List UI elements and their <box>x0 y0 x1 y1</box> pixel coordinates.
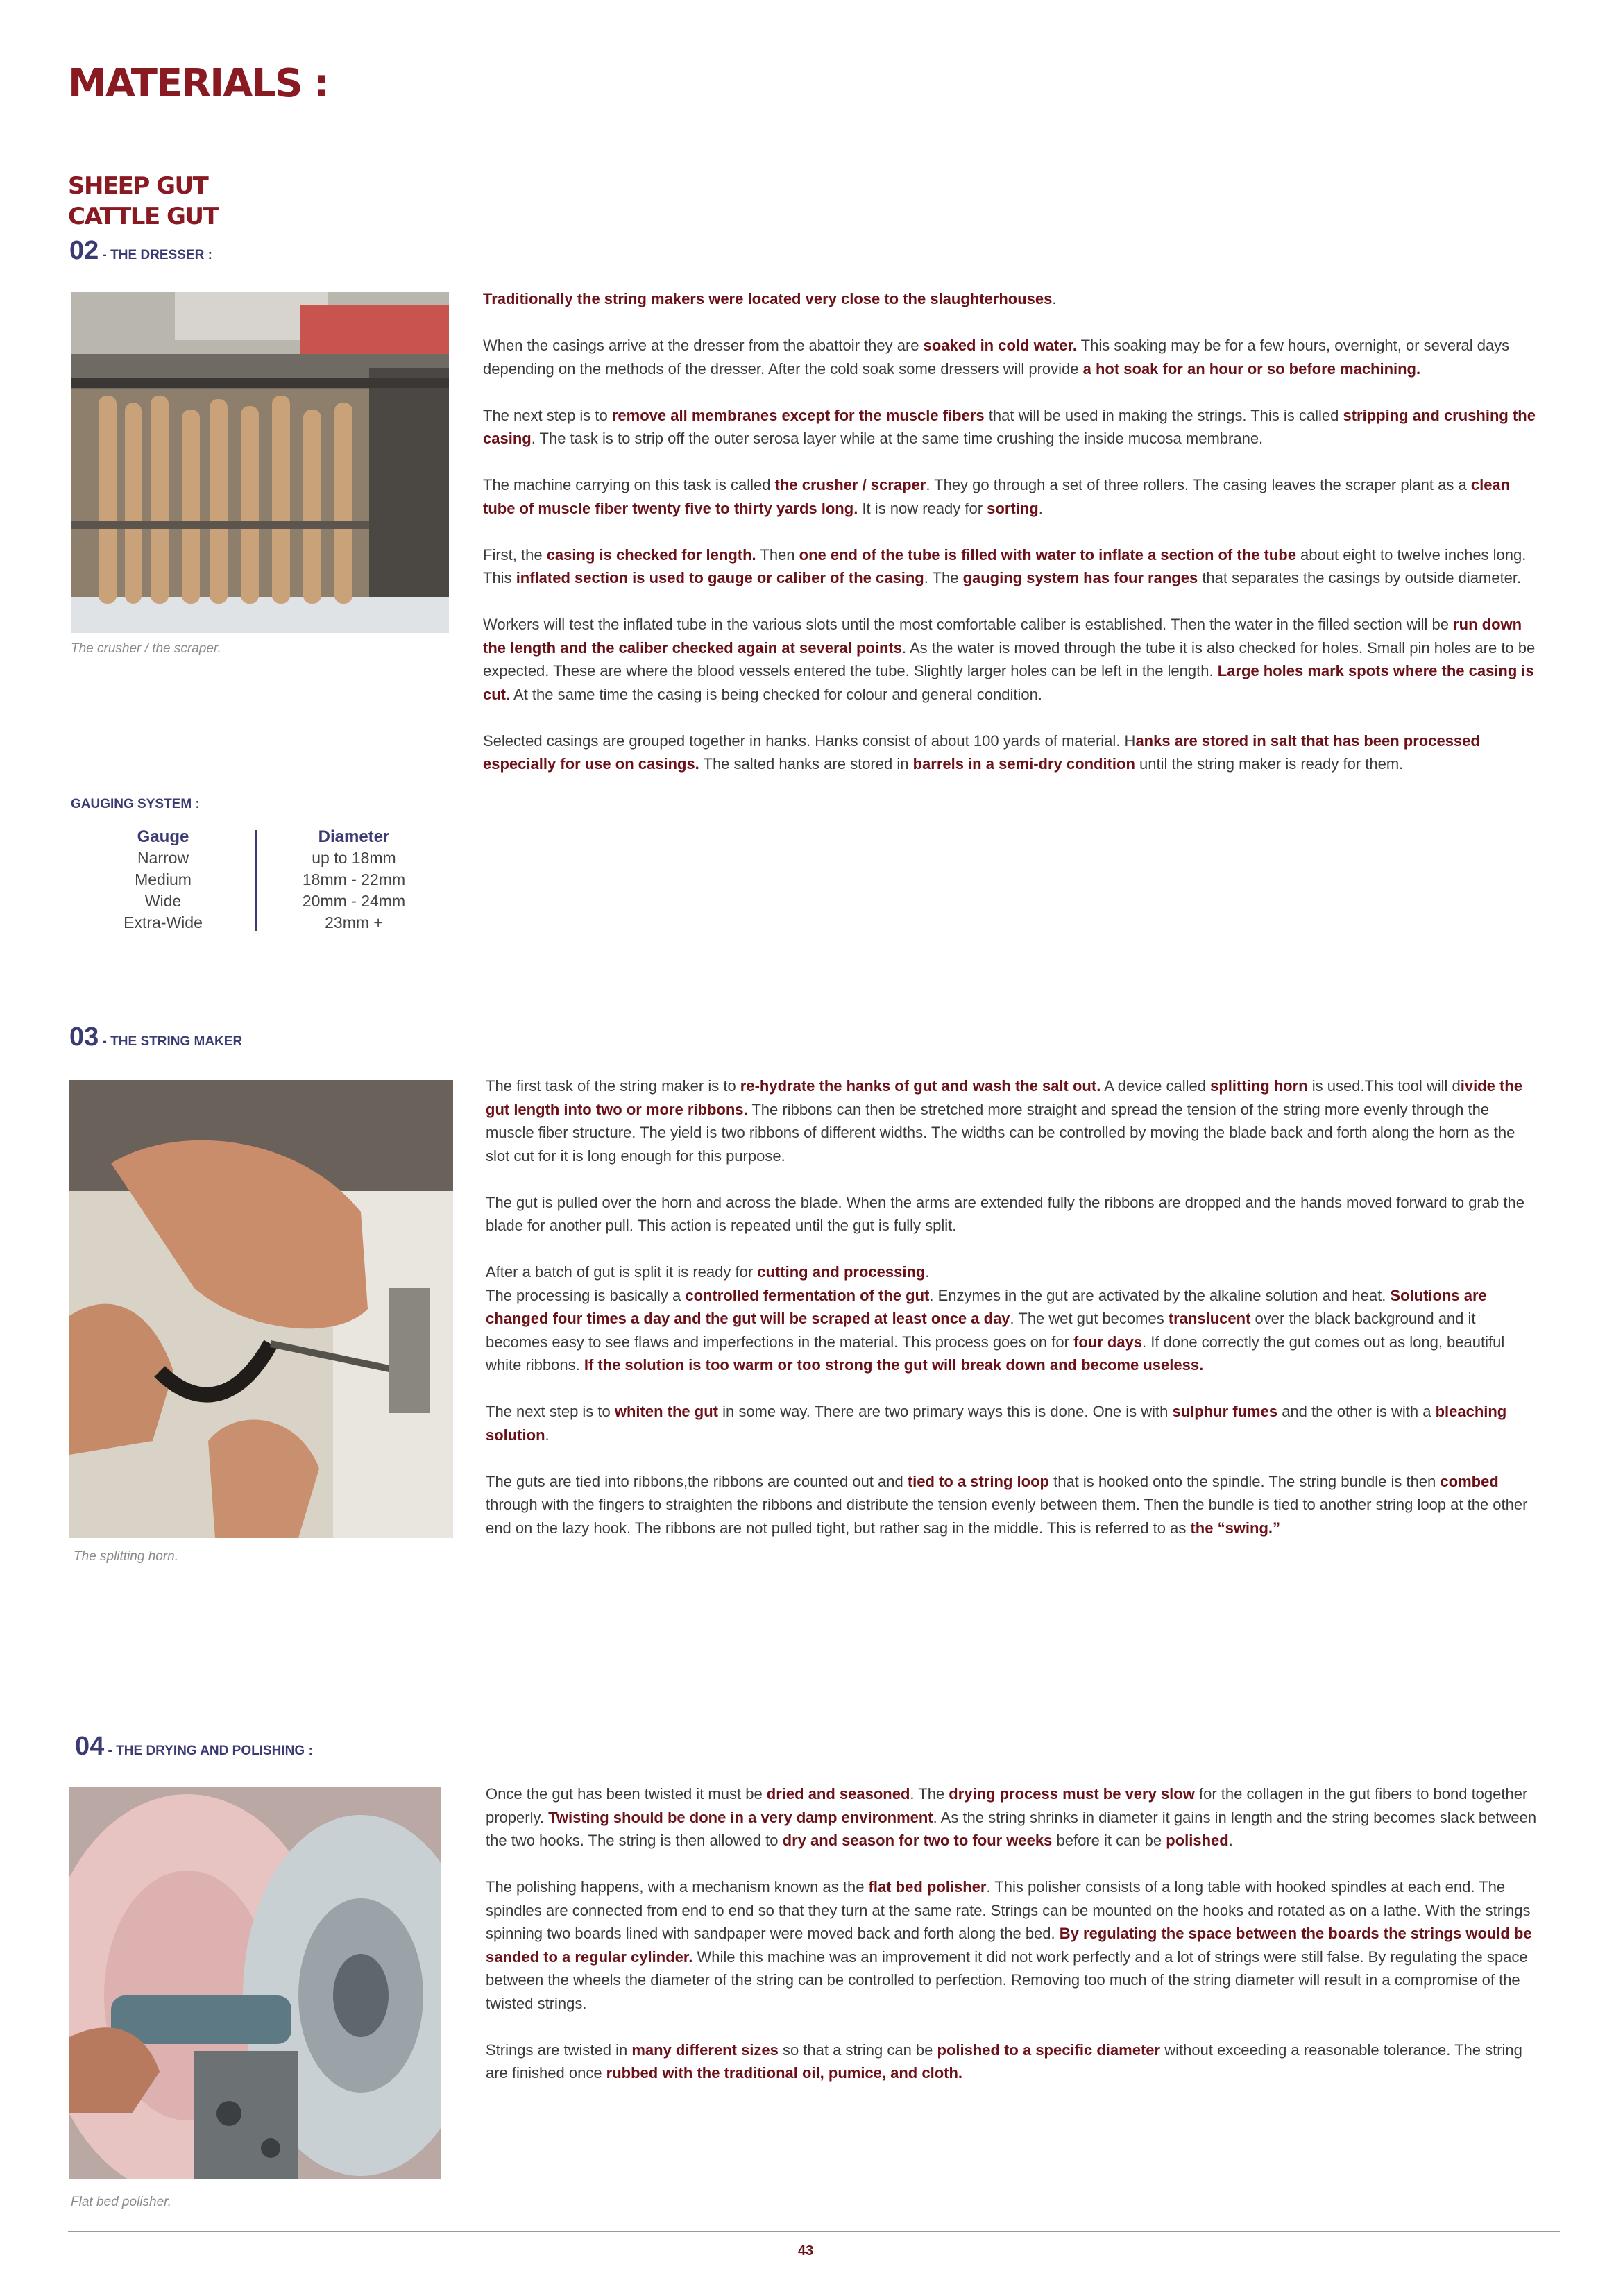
body-span: Then <box>756 546 799 564</box>
highlight-text: casing is checked for length. <box>546 546 756 564</box>
body-span: . <box>1038 499 1043 517</box>
caption-splitting-horn: The splitting horn. <box>74 1549 179 1564</box>
highlight-text: By regulating the space between the boards the strings would be sanded to a regular cylinder. <box>486 1925 1532 1966</box>
section-label: - THE DRYING AND POLISHING : <box>104 1744 313 1758</box>
body-span: that is hooked onto the spindle. The string bundle is then <box>1048 1472 1441 1490</box>
gauging-system-title: GAUGING SYSTEM : <box>71 797 200 811</box>
string-maker-body-text <box>486 1074 1540 1563</box>
body-span: . <box>1228 1832 1233 1849</box>
paragraph <box>483 404 1538 450</box>
body-span: so that a string can be <box>778 2041 937 2059</box>
body-span: before it can be <box>1052 1832 1166 1849</box>
highlight-text: the “swing.” <box>1190 1519 1281 1537</box>
body-span: The next step is to <box>486 1403 615 1420</box>
highlight-text: rubbed with the traditional oil, pumice, and cloth. <box>606 2064 963 2082</box>
body-span: . The task is to strip off the outer serosa layer while at the same time crushing the inside mucosa membrane. <box>531 430 1264 447</box>
gauge-divider <box>255 830 257 931</box>
page-number: 43 <box>798 2243 814 2259</box>
highlight-text: sorting <box>987 499 1039 517</box>
body-span: Strings are twisted in <box>486 2041 632 2059</box>
highlight-text: one end of the tube is filled with water to inflate a section of the tube <box>799 546 1296 564</box>
section-heading-dresser <box>69 236 212 266</box>
dresser-body-text <box>483 287 1538 799</box>
body-span: A device called <box>1101 1077 1211 1095</box>
body-span: First, the <box>483 546 547 564</box>
diameter-cell: 20mm - 24mm <box>302 892 406 910</box>
highlight-text: remove all membranes except for the muscle fibers <box>611 406 985 424</box>
photo-splitting-horn <box>69 1080 453 1538</box>
diameter-cell: 18mm - 22mm <box>302 870 406 888</box>
body-span: . If done correctly the gut comes out as long, beautiful white ribbons. <box>486 1333 1505 1374</box>
highlight-text: four days <box>1073 1333 1143 1351</box>
paragraph <box>486 1284 1540 1377</box>
highlight-text: polished to a specific diameter <box>937 2041 1161 2059</box>
body-span: The processing is basically a <box>486 1286 686 1304</box>
paragraph <box>486 1782 1540 1852</box>
caption-polisher: Flat bed polisher. <box>71 2195 172 2209</box>
body-span: The machine carrying on this task is called <box>483 476 775 493</box>
body-span: . <box>545 1426 550 1444</box>
paragraph <box>486 1191 1540 1238</box>
gauge-cell: Narrow <box>137 849 189 867</box>
diameter-header: Diameter <box>318 827 390 846</box>
highlight-text: run down the length and the caliber checked again at several points <box>483 616 1522 657</box>
body-span: without exceeding a reasonable tolerance. The string are finished once <box>486 2041 1522 2082</box>
paragraph <box>486 1074 1540 1167</box>
gauge-cell: Medium <box>135 870 192 888</box>
paragraph <box>483 543 1538 590</box>
highlight-text: whiten the gut <box>614 1403 718 1420</box>
subtitle-cattle-gut: CATTLE GUT <box>68 203 219 230</box>
body-span: . The <box>924 569 963 586</box>
body-span: The guts are tied into ribbons,the ribbons are counted out and <box>486 1472 908 1490</box>
body-span: This soaking may be for a few hours, overnight, or several days depending on the methods of the dresser. After the cold soak some dressers will provide <box>483 337 1510 378</box>
photo-crusher-scraper <box>71 292 449 633</box>
highlight-text: dry and season for two to four weeks <box>782 1832 1053 1849</box>
body-span: When the casings arrive at the dresser from the abattoir they are <box>483 337 924 354</box>
body-span: Once the gut has been twisted it must be <box>486 1785 767 1803</box>
highlight-text: stripping and crushing the casing <box>483 406 1536 447</box>
highlight-text: drying process must be very slow <box>949 1785 1195 1803</box>
body-span: until the string maker is ready for them. <box>1135 755 1404 773</box>
highlight-text: clean tube of muscle fiber twenty five to thirty yards long. <box>483 476 1511 517</box>
body-span: . This polisher consists of a long table with hooked spindles at each end. The spindles are connected from end to end so that they turn at the same rate. Strings can be mounted on the hooks and rotated as on a lathe. With the strings spinning two boards lined with sandpaper were moved back and forth along the bed. <box>486 1878 1531 1942</box>
highlight-text: ivide the gut length into two or more ribbons. <box>486 1077 1522 1118</box>
section-heading-drying <box>75 1732 313 1762</box>
body-span: The first task of the string maker is to <box>486 1077 740 1095</box>
paragraph <box>483 473 1538 520</box>
highlight-text: many different sizes <box>631 2041 779 2059</box>
highlight-text: cutting and processing <box>757 1263 926 1281</box>
body-span: The polishing happens, with a mechanism known as the <box>486 1878 869 1896</box>
highlight-text: splitting horn <box>1210 1077 1308 1095</box>
highlight-text: flat bed polisher <box>868 1878 987 1896</box>
body-span: The gut is pulled over the horn and across the blade. When the arms are extended fully the ribbons are dropped and the hands moved forward to grab the blade for another pull. This action is repeated until the gut is fully split. <box>486 1193 1524 1234</box>
subtitle-sheep-gut: SHEEP GUT <box>68 172 208 200</box>
page-title: MATERIALS : <box>68 61 328 106</box>
body-span: While this machine was an improvement it did not work perfectly and a lot of strings were still false. By regulating the space between the wheels the diameter of the string can be controlled to perfection. Removing too much of the string diameter will result in a compromise of the twisted strings. <box>486 1948 1528 2012</box>
body-span: The next step is to <box>483 406 612 424</box>
highlight-text: tied to a string loop <box>907 1472 1049 1490</box>
diameter-column <box>284 826 423 934</box>
paragraph <box>486 1470 1540 1540</box>
body-span: over the black background and it becomes easy to see flaws and imperfections in the material. This process goes on for <box>486 1310 1476 1351</box>
highlight-text: barrels in a semi-dry condition <box>912 755 1135 773</box>
body-span: The salted hanks are stored in <box>699 755 913 773</box>
section-number: 03 <box>69 1022 99 1052</box>
gauge-cell: Wide <box>144 892 182 910</box>
highlight-text: sulphur fumes <box>1172 1403 1278 1420</box>
body-span: about eight to twelve inches long. This <box>483 546 1527 586</box>
body-span: . As the string shrinks in diameter it gains in length and the string becomes slack between the two hooks. The string is then allowed to <box>486 1808 1537 1849</box>
body-span: . <box>1052 290 1057 307</box>
diameter-cell: up to 18mm <box>312 849 396 867</box>
highlight-text: bleaching solution <box>486 1403 1507 1444</box>
body-span: The ribbons can then be stretched more straight and spread the tension of the string more evenly through the muscle fiber structure. The yield is two ribbons of different widths. The widths can be controlled by moving the blade back and forth along the horn as the slot cut for it is long enough for this purpose. <box>486 1100 1515 1165</box>
photo-flat-bed-polisher <box>69 1787 441 2179</box>
diameter-cell: 23mm + <box>325 913 383 931</box>
highlight-text: Twisting should be done in a very damp environment <box>548 1808 933 1826</box>
body-span: . They go through a set of three rollers. The casing leaves the scraper plant as a <box>926 476 1471 493</box>
section-number: 04 <box>75 1732 105 1761</box>
paragraph <box>486 1260 1540 1284</box>
caption-crusher: The crusher / the scraper. <box>71 641 221 656</box>
paragraph <box>486 1875 1540 2015</box>
body-span: . The wet gut becomes <box>1010 1310 1169 1327</box>
highlight-text: soaked in cold water. <box>923 337 1077 354</box>
drying-body-text <box>486 1782 1540 2108</box>
highlight-text: controlled fermentation of the gut <box>685 1286 930 1304</box>
highlight-text: Solutions are changed four times a day and the gut will be scraped at least once a day <box>486 1286 1487 1327</box>
section-number: 02 <box>69 236 99 265</box>
highlight-text: If the solution is too warm or too strong the gut will break down and become useless. <box>584 1356 1204 1374</box>
body-span: that will be used in making the strings. This is called <box>984 406 1343 424</box>
highlight-text: translucent <box>1168 1310 1251 1327</box>
body-span: Selected casings are grouped together in hanks. Hanks consist of about 100 yards of material. H <box>483 732 1136 750</box>
body-span: After a batch of gut is split it is ready for <box>486 1263 758 1281</box>
footer-divider <box>68 2231 1560 2232</box>
body-span: is used.This tool will d <box>1307 1077 1461 1095</box>
body-span: for the collagen in the gut fibers to bond together properly. <box>486 1785 1528 1826</box>
paragraph <box>483 729 1538 776</box>
body-span: Workers will test the inflated tube in the various slots until the most comfortable caliber is established. Then the water in the filled section will be <box>483 616 1454 633</box>
highlight-text: re-hydrate the hanks of gut and wash the salt out. <box>740 1077 1101 1095</box>
body-span: . <box>925 1263 930 1281</box>
body-span: . As the water is moved through the tube it is also checked for holes. Small pin holes are to be expected. These are where the blood vessels entered the tube. Slightly larger holes can be left in the length. <box>483 639 1536 679</box>
highlight-text: gauging system has four ranges <box>962 569 1198 586</box>
highlight-text: a hot soak for an hour or so before machining. <box>1082 360 1421 378</box>
highlight-text: the crusher / scraper <box>774 476 926 493</box>
body-span: through with the fingers to straighten the ribbons and distribute the tension evenly between them. Then the bundle is tied to another string loop at the other end on the lazy hook. The ribbons are not pulled tight, but rather sag in the middle. This is referred to as <box>486 1496 1528 1537</box>
paragraph <box>486 2038 1540 2085</box>
section-heading-string-maker <box>69 1022 242 1052</box>
highlight-text: polished <box>1166 1832 1229 1849</box>
body-span: . Enzymes in the gut are activated by the alkaline solution and heat. <box>929 1286 1391 1304</box>
paragraph <box>483 287 1538 311</box>
paragraph <box>486 1400 1540 1446</box>
highlight-text: combed <box>1440 1472 1499 1490</box>
highlight-text: dried and seasoned <box>766 1785 910 1803</box>
paragraph <box>483 334 1538 380</box>
body-span: It is now ready for <box>858 499 987 517</box>
body-span: At the same time the casing is being checked for colour and general condition. <box>510 685 1042 703</box>
body-span: and the other is with a <box>1277 1403 1436 1420</box>
highlight-text: anks are stored in salt that has been processed especially for use on casings. <box>483 732 1480 773</box>
gauge-cell: Extra-Wide <box>124 913 203 931</box>
body-span: in some way. There are two primary ways this is done. One is with <box>717 1403 1173 1420</box>
gauge-header: Gauge <box>137 827 189 846</box>
section-label: - THE DRESSER : <box>99 248 212 262</box>
body-span: . The <box>910 1785 949 1803</box>
highlight-text: Large holes mark spots where the casing is cut. <box>483 662 1534 703</box>
section-label: - THE STRING MAKER <box>99 1034 243 1049</box>
body-span: that separates the casings by outside diameter. <box>1198 569 1522 586</box>
highlight-text: Traditionally the string makers were located very close to the slaughterhouses <box>483 290 1053 307</box>
highlight-text: inflated section is used to gauge or caliber of the casing <box>516 569 924 586</box>
paragraph <box>483 613 1538 706</box>
gauge-column <box>104 826 222 934</box>
